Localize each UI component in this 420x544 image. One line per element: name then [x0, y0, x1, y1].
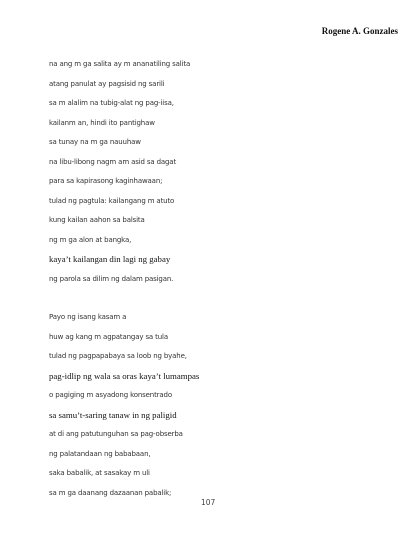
poem-line: na ang m ga salita ay m ananatiling salita [49, 60, 191, 68]
poem-line: tulad ng pagpapabaya sa loob ng byahe, [49, 352, 187, 360]
poem-line: ng m ga alon at bangka, [49, 235, 132, 244]
poem-line: o pagiging m asyadong konsentrado [49, 391, 172, 399]
stanza-break [49, 292, 379, 311]
poem-line: sa samu’t-saring tanaw in ng paligid [49, 409, 177, 420]
poem-line: pag-idlip ng wala sa oras kaya’t lumampas [49, 370, 200, 381]
poem-line: kailanm an, hindi ito pantighaw [49, 118, 155, 127]
poem-line: at di ang patutunguhan sa pag-obserba [49, 430, 183, 438]
poem-line: kaya’t kailangan din lagi ng gabay [49, 254, 171, 264]
poem-line: sa m ga daanang dazaanan pabalik; [49, 488, 172, 497]
poem-line: ng palatandaan ng bababaan, [49, 449, 151, 458]
poem-line: huw ag kang m agpatangay sa tula [49, 332, 168, 341]
poem-line: para sa kapirasong kaginhawaan; [49, 177, 163, 185]
poem-line: Payo ng isang kasam a [49, 313, 127, 321]
poem-line: sa m alalim na tubig-alat ng pag-iisa, [49, 99, 174, 107]
running-header-author: Rogene A. Gonzales [321, 26, 398, 36]
poem-line: kung kailan aahon sa balsita [49, 216, 145, 224]
stanza-2 [49, 311, 379, 506]
poem-line: ng parola sa dilim ng dalam pasigan. [49, 274, 174, 283]
poem-line: sa tunay na m ga nauuhaw [49, 138, 141, 146]
poem-body [49, 58, 379, 506]
poem-line: na libu-libong nagm am asid sa dagat [49, 157, 177, 166]
poem-line: atang panulat ay pagsisid ng sarili [49, 79, 165, 88]
poem-line: tulad ng pagtula: kailangang m atuto [49, 196, 175, 205]
page-number: 107 [201, 498, 216, 507]
stanza-1 [49, 58, 379, 292]
poem-line: saka babalik, at sasakay m uli [49, 469, 150, 477]
